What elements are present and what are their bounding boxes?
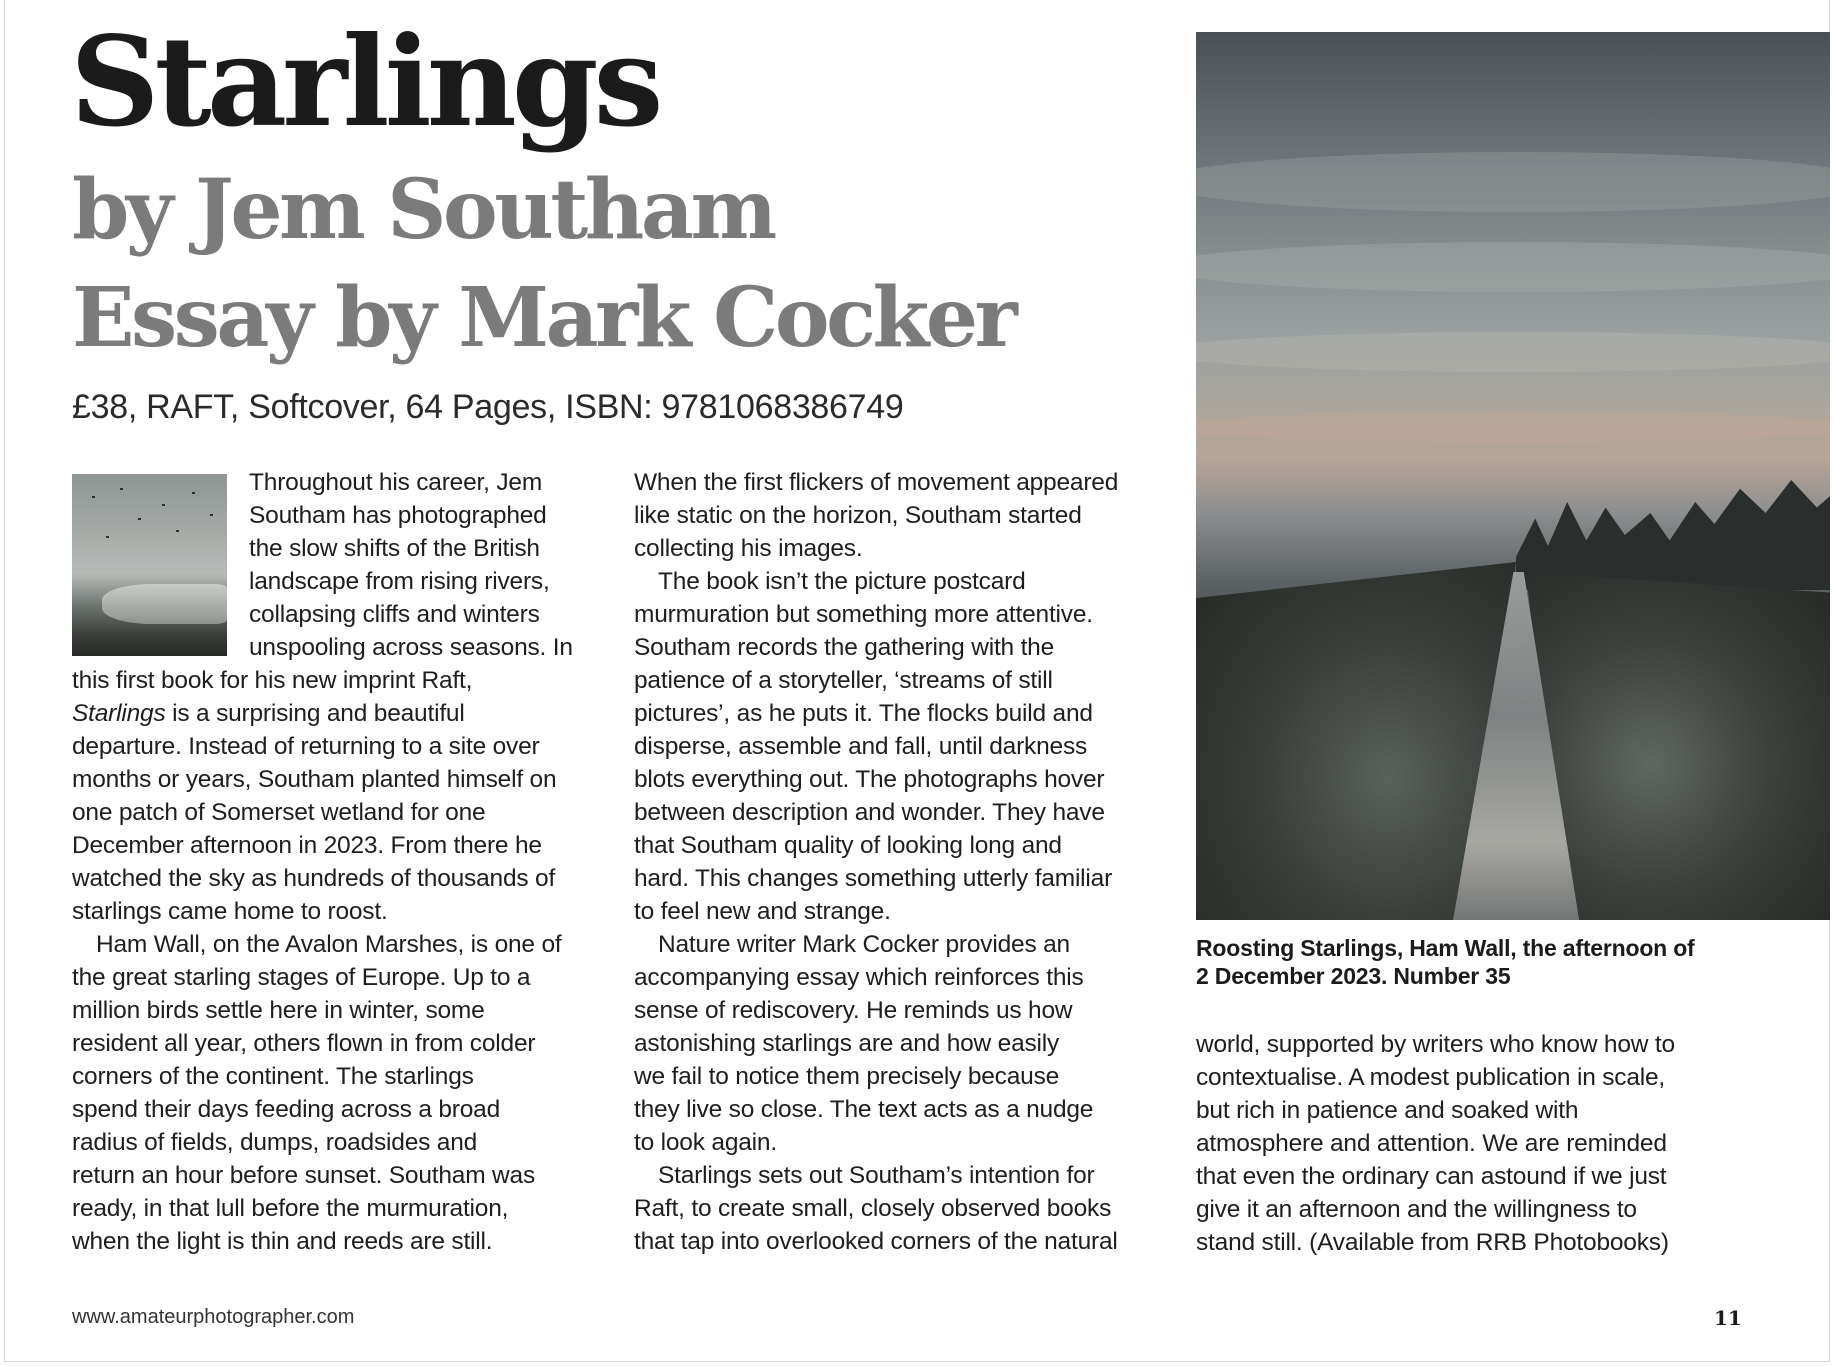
book-specs: £38, RAFT, Softcover, 64 Pages, ISBN: 9781068386749: [72, 388, 904, 426]
text-line: [72, 697, 612, 730]
footer-website-url: www.amateurphotographer.com: [72, 1306, 355, 1328]
text-line: landscape from rising rivers,: [249, 568, 550, 595]
text-line: the great starling stages of Europe. Up to a: [72, 964, 531, 991]
text-line: this first book for his new imprint Raft,: [72, 667, 473, 694]
text-line: Raft, to create small, closely observed books: [634, 1195, 1112, 1222]
page-number: 11: [1714, 1306, 1742, 1330]
text-line: Southam records the gathering with the: [634, 634, 1055, 661]
caption-line: Roosting Starlings, Ham Wall, the afternoon of: [1196, 935, 1695, 961]
text-line: hard. This changes something utterly familiar: [634, 865, 1113, 892]
text-line: departure. Instead of returning to a site over: [72, 733, 540, 760]
text-line: collapsing cliffs and winters: [249, 601, 540, 628]
book-cover-thumbnail: [72, 474, 227, 656]
text-line: Starlings sets out Southam’s intention for: [658, 1162, 1095, 1189]
paragraph-3: [634, 466, 1174, 565]
article-essay-credit: Essay by Mark Cocker: [72, 270, 1015, 366]
text-line: disperse, assemble and fall, until darkness: [634, 733, 1088, 760]
text-line: When the first flickers of movement appeared: [634, 469, 1119, 496]
text-line: radius of fields, dumps, roadsides and: [72, 1129, 478, 1156]
paragraph-5: [634, 928, 1174, 1159]
text-line: Nature writer Mark Cocker provides an: [658, 931, 1070, 958]
text-line: starlings came home to roost.: [72, 898, 388, 925]
text-line: murmuration but something more attentive.: [634, 601, 1093, 628]
text-line: December afternoon in 2023. From there he: [72, 832, 542, 859]
text-line: they live so close. The text acts as a nudge: [634, 1096, 1094, 1123]
text-line: Throughout his career, Jem: [249, 469, 543, 496]
roosting-starlings-photo: [1196, 32, 1830, 920]
text-line: The book isn’t the picture postcard: [658, 568, 1026, 595]
text-line: to feel new and strange.: [634, 898, 891, 925]
text-line: to look again.: [634, 1129, 777, 1156]
text-line: months or years, Southam planted himself on: [72, 766, 557, 793]
text-line: watched the sky as hundreds of thousands of: [72, 865, 556, 892]
text-line: that Southam quality of looking long and: [634, 832, 1062, 859]
article-column-1: [72, 466, 612, 1258]
text-line: like static on the horizon, Southam started: [634, 502, 1082, 529]
text-line: spend their days feeding across a broad: [72, 1096, 501, 1123]
text-line: return an hour before sunset. Southam was: [72, 1162, 536, 1189]
text-line: Southam has photographed: [249, 502, 547, 529]
photo-caption: [1196, 934, 1816, 990]
article-title: Starlings: [70, 10, 659, 155]
text-line: unspooling across seasons. In: [249, 634, 573, 661]
text-line: one patch of Somerset wetland for one: [72, 799, 486, 826]
text-line: patience of a storyteller, ‘streams of still: [634, 667, 1053, 694]
text-line: corners of the continent. The starlings: [72, 1063, 474, 1090]
text-line: we fail to notice them precisely because: [634, 1063, 1060, 1090]
text-line: contextualise. A modest publication in scale,: [1196, 1064, 1666, 1091]
text-line: astonishing starlings are and how easily: [634, 1030, 1060, 1057]
text-fragment: is a surprising and beautiful: [165, 700, 465, 727]
text-line: blots everything out. The photographs hover: [634, 766, 1105, 793]
text-line: stand still. (Available from RRB Photobooks): [1196, 1229, 1669, 1256]
article-column-3: [1196, 1028, 1736, 1259]
paragraph-6: [634, 1159, 1174, 1258]
text-line: resident all year, others flown in from colder: [72, 1030, 536, 1057]
text-line: but rich in patience and soaked with: [1196, 1097, 1579, 1124]
text-line: ready, in that lull before the murmuration,: [72, 1195, 509, 1222]
text-line: sense of rediscovery. He reminds us how: [634, 997, 1073, 1024]
text-line: accompanying essay which reinforces this: [634, 964, 1084, 991]
book-title-italic: Starlings: [72, 700, 166, 727]
article-byline: by Jem Southam: [72, 162, 774, 258]
text-line: the slow shifts of the British: [249, 535, 540, 562]
paragraph-4: [634, 565, 1174, 928]
text-line: pictures’, as he puts it. The flocks build and: [634, 700, 1093, 727]
text-line: that even the ordinary can astound if we just: [1196, 1163, 1667, 1190]
text-line: Ham Wall, on the Avalon Marshes, is one of: [96, 931, 562, 958]
text-line: that tap into overlooked corners of the natural: [634, 1228, 1118, 1255]
text-line: between description and wonder. They have: [634, 799, 1105, 826]
text-line: collecting his images.: [634, 535, 863, 562]
text-line: world, supported by writers who know how to: [1196, 1031, 1675, 1058]
paragraph-2: [72, 928, 612, 1258]
text-line: when the light is thin and reeds are still.: [72, 1228, 493, 1255]
text-line: give it an afternoon and the willingness to: [1196, 1196, 1637, 1223]
article-column-2: [634, 466, 1174, 1258]
paragraph-7: [1196, 1028, 1736, 1259]
text-line: million birds settle here in winter, some: [72, 997, 485, 1024]
text-line: atmosphere and attention. We are reminded: [1196, 1130, 1667, 1157]
caption-line: 2 December 2023. Number 35: [1196, 963, 1511, 989]
